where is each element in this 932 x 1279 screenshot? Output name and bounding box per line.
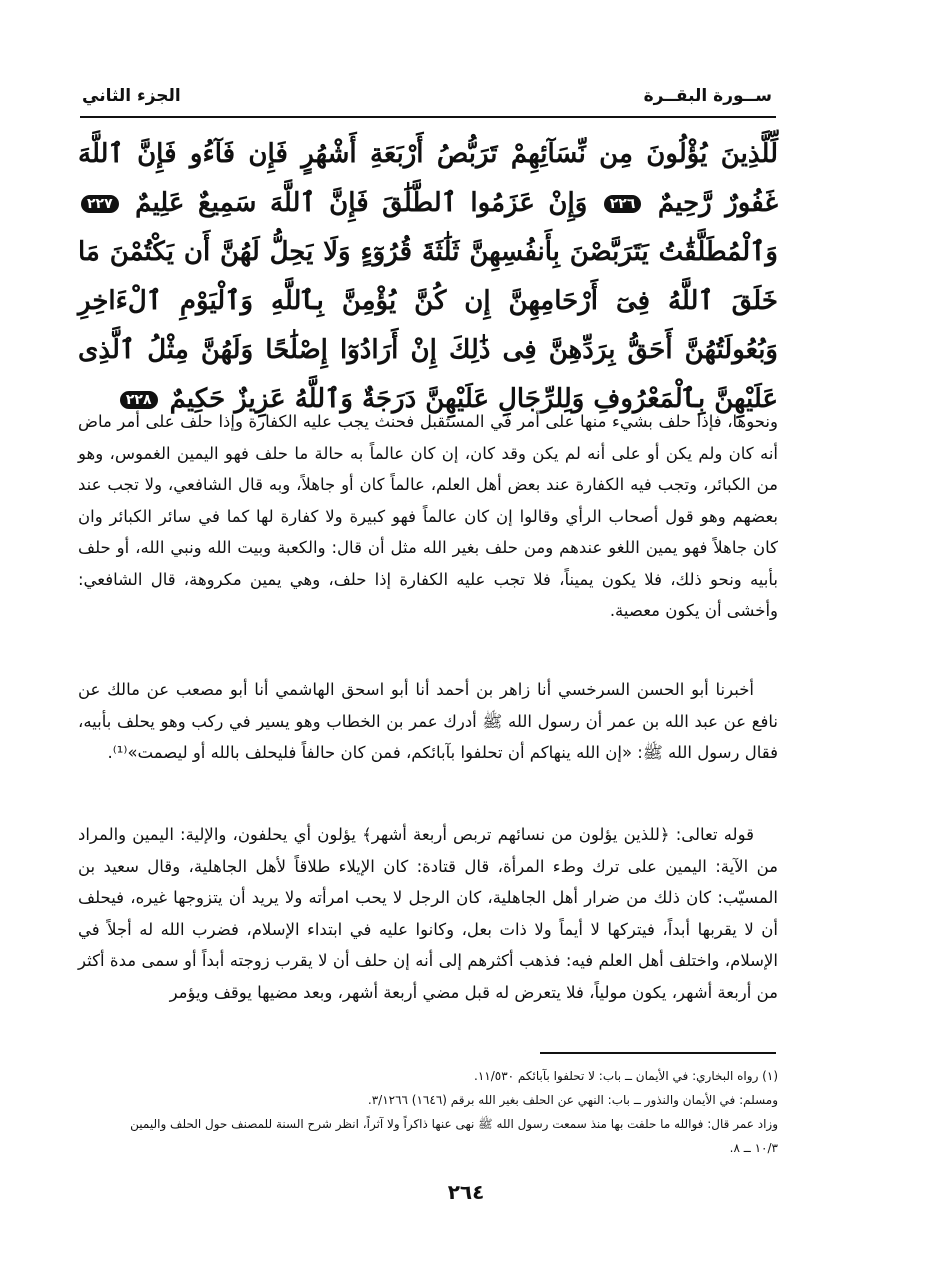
header-divider (80, 116, 776, 118)
running-header (82, 82, 772, 114)
commentary-paragraph-3 (78, 819, 778, 1008)
surah-title: ســورة البقــرة (643, 86, 772, 106)
quran-verses (78, 130, 778, 424)
verse-227-text: وَإِنْ عَزَمُوا ٱلطَّلَٰقَ فَإِنَّ ٱللَّهَ سَمِيعٌ عَلِيمٌ (135, 188, 588, 218)
footnote-1-addition: وزاد عمر قال: فوالله ما حلفت بها منذ سمعت رسول الله ﷺ نهى عنها ذاكراً ولا آثراً، انظر شرح السنة للمصنف حول الحلف واليمين (130, 1117, 778, 1131)
footnotes (78, 1064, 778, 1160)
commentary-paragraph-1 (78, 406, 778, 627)
paragraph-text: أخبرنا أبو الحسن السرخسي أنا زاهر بن أحمد أنا أبو اسحق الهاشمي أنا أبو مصعب عن مالك عن نافع عن عبد الله بن عمر أن رسول الله ﷺ أدرك عمر بن الخطاب وهو يسير في ركب وهو يحلف بأبيه، فقال رسول الله ﷺ: «إن الله ينهاكم أن تحلفوا بآبائكم، فمن كان حالفاً فليحلف بالله أو ليصمت»⁽¹⁾. (78, 680, 778, 762)
paragraph-text: قوله تعالى: ﴿للذين يؤلون من نسائهم تربص أربعة أشهر﴾ يؤلون أي يحلفون، والإلية: اليمين والمراد من الآية: اليمين على ترك وطء المرأة، قال قتادة: كان الإيلاء طلاقاً لأهل الجاهلية، وقال سعيد بن المسيّب: كان ذلك من ضرار أهل الجاهلية، كان الرجل لا يحب امرأته ولا يريد أن يتزوجها غيره، فيحلف أن لا يقربها أبداً، فيتركها لا أيماً ولا ذات بعل، وكانوا عليه في ابتداء الإسلام، فضرب الله له أجلاً في الإسلام، واختلف أهل العلم فيه: فذهب أكثرهم إلى أنه إن حلف أن لا يقرب زوجته أبداً أو سمى مدة أكثر من أربعة أشهر، يكون مولياً، فلا يتعرض له قبل مضي أربعة أشهر، وبعد مضيها يوقف ويؤمر (78, 825, 778, 1002)
footnote-divider (540, 1052, 776, 1054)
ayah-marker-227: ٢٢٧ (81, 195, 119, 213)
footnote-1-cont: ومسلم: في الأيمان والنذور ــ باب: النهي عن الحلف بغير الله برقم (١٦٤٦) ٣/١٢٦٦. (367, 1093, 778, 1107)
paragraph-text: ونحوها، فإذا حلف بشيء منها على أمر في المستقبل فحنث يجب عليه الكفارة وإذا حلف على أمر ماض أنه كان ولم يكن أو على أنه لم يكن وقد كان، إن كان عالماً به حالة ما حلف فهو اليمين الغموس، وهو من الكبائر، وتجب فيه الكفارة عند بعض أهل العلم، عالماً كان أو جاهلاً، وبه قال الشافعي، ولا تجب عند بعضهم وهو قول أصحاب الرأي وقالوا إن كان عالماً فهو كبيرة ولا كفارة لها كما في سائر الكبائر وان كان جاهلاً فهو يمين اللغو عندهم ومن حلف بغير الله مثل أن قال: والكعبة وبيت الله ونبي الله، أو حلف بأبيه ونحو ذلك، فلا يكون يميناً، فلا تجب عليه الكفارة إذا حلف، وهي يمين مكروهة، قال الشافعي: وأخشى أن يكون معصية. (78, 412, 778, 620)
juz-label: الجزء الثاني (82, 86, 181, 106)
ayah-marker-226: ٢٢٦ (604, 195, 642, 213)
footnote-1-ref: ١٠/٣ ــ ٨. (729, 1141, 778, 1155)
verse-226-text: لِّلَّذِينَ يُؤْلُونَ مِن نِّسَآئِهِمْ تَرَبُّصُ أَرْبَعَةِ أَشْهُرٍ فَإِن فَآءُو فَإِنَّ ٱللَّهَ غَفُورٌ رَّحِيمٌ (78, 139, 778, 218)
ayah-marker-228: ٢٢٨ (120, 391, 158, 409)
footnote-1: (١) رواه البخاري: في الأيمان ــ باب: لا تحلفوا بآبائكم ١١/٥٣٠. (473, 1069, 778, 1083)
commentary-paragraph-2 (78, 674, 778, 769)
page-number: ٢٦٤ (447, 1180, 485, 1204)
verse-228-text: وَٱلْمُطَلَّقَٰتُ يَتَرَبَّصْنَ بِأَنفُسِهِنَّ ثَلَٰثَةَ قُرُوٓءٍ وَلَا يَحِلُّ لَهُنَّ أَن يَكْتُمْنَ مَا خَلَقَ ٱللَّهُ فِىٓ أَرْحَامِهِنَّ إِن كُنَّ يُؤْمِنَّ بِٱللَّهِ وَٱلْيَوْمِ ٱلْءَاخِرِ وَبُعُولَتُهُنَّ أَحَقُّ بِرَدِّهِنَّ فِى ذَٰلِكَ إِنْ أَرَادُوٓا إِصْلَٰحًا وَلَهُنَّ مِثْلُ ٱلَّذِى عَلَيْهِنَّ بِٱلْمَعْرُوفِ وَلِلرِّجَالِ عَلَيْهِنَّ دَرَجَةٌ وَٱللَّهُ عَزِيزٌ حَكِيمٌ (78, 237, 778, 414)
